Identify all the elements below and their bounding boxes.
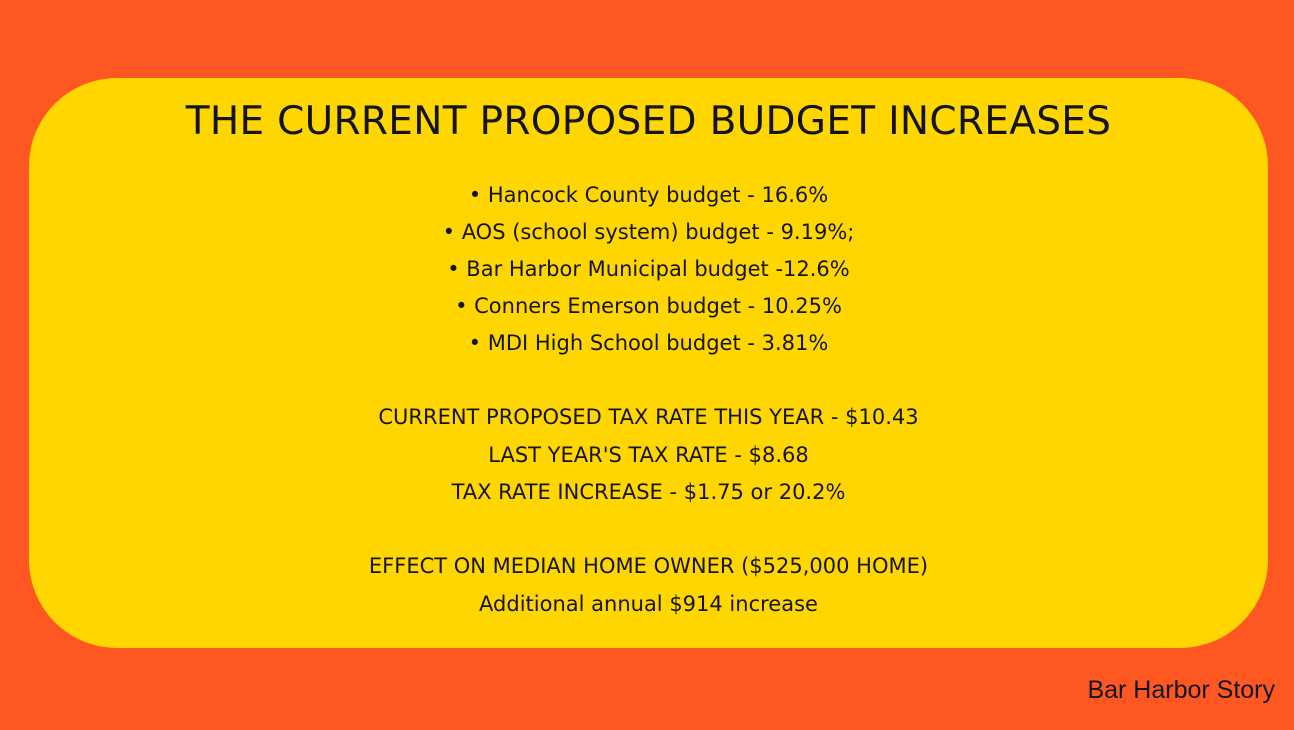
list-item: • Conners Emerson budget - 10.25% [29, 288, 1268, 325]
list-item: • Bar Harbor Municipal budget -12.6% [29, 251, 1268, 288]
list-item: • AOS (school system) budget - 9.19%; [29, 214, 1268, 251]
list-item: • Hancock County budget - 16.6% [29, 177, 1268, 214]
page-title: THE CURRENT PROPOSED BUDGET INCREASES [185, 99, 1112, 144]
list-item: • MDI High School budget - 3.81% [29, 325, 1268, 362]
tax-rate-section [29, 399, 1268, 512]
last-year-tax-rate: LAST YEAR'S TAX RATE - $8.68 [488, 442, 809, 467]
median-owner-effect [29, 548, 1268, 623]
budget-list [29, 177, 1268, 362]
budget-panel [29, 78, 1268, 648]
effect-heading: EFFECT ON MEDIAN HOME OWNER ($525,000 HOME) [368, 554, 929, 578]
tax-rate-increase: TAX RATE INCREASE - $1.75 or 20.2% [451, 480, 846, 504]
effect-detail: Additional annual $914 increase [479, 591, 818, 616]
brand-label: Bar Harbor Story [1087, 676, 1275, 704]
current-tax-rate: CURRENT PROPOSED TAX RATE THIS YEAR - $10.43 [378, 405, 919, 429]
